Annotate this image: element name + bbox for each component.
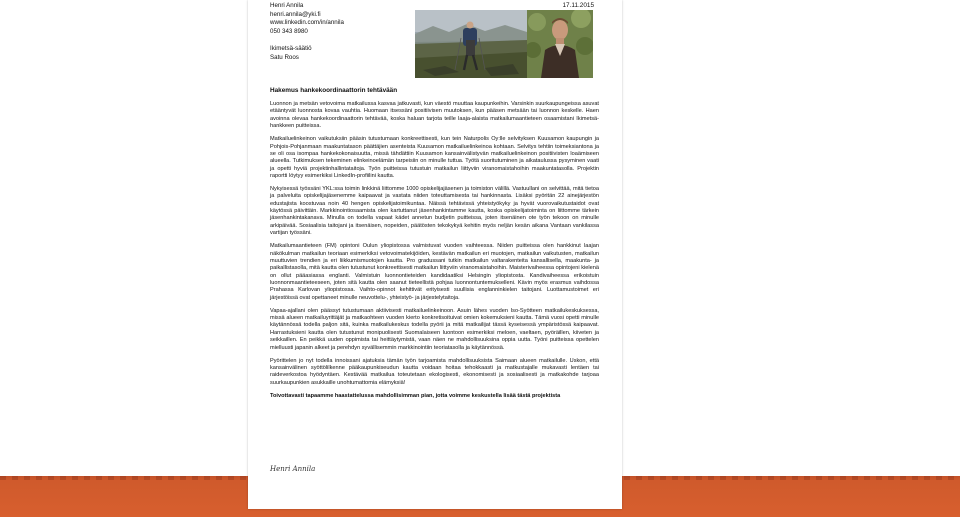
sender-linkedin: www.linkedin.com/in/annila bbox=[270, 19, 344, 26]
sender-phone: 050 343 8980 bbox=[270, 27, 308, 35]
recipient-name: Satu Roos bbox=[270, 53, 299, 61]
paragraph: Vapaa-ajallani olen päässyt tutustumaan aktiivisesti matkailuelinkeinoon. Asuin lähes vuoden Iso-Syötteen matkailukeskuksessa, missä alueen matkailuyrittäjät ja matkaohteen vuoden kierto konkretisoituivat omien kokemuksieni kautta. Tämä vuosi opetti minulle käytännössä todella paljon sitä, kuinka matkailukeskus todella pyörii ja mitä matkailijat tässä kyseisessä ympäristössä kaipaavat. Harrastuksieni kautta olen tutustunut monipuolisesti Suomalaiseen luontoon esimerkiksi meloen, vaeltaen, pyöräillen, kiiveten ja seikkaillen. En peikkä uuden oppimista tai heittäytymistä, vaan näen ne mahdollisuuksina oppia uutta. Työni puitteissa opettelen mielluusti japanin alkeet ja perehdyn syvällisemmin markkinointiin teoriatasolla ja käytännössä. bbox=[270, 307, 599, 351]
portrait-photo bbox=[527, 10, 593, 78]
sender-email: henri.annila@yki.fi bbox=[270, 10, 321, 18]
paragraph: Pyörittelen jo nyt todella innoissani ajatuksia tämän työn tarjoamista mahdollisuuksista Saimaan alueen matkailulle. Uskon, että kansainvälinen syöttölilkenne pääkaupunkiseudun kautta voidaan hoitaa tehokkaasti ja matkustajalle mukavasti lentäen tai raideverkostoa hyödyntäen. Kestävää matkailua toteutetaan ekologisesti, ekonomisesti ja sosiaalisesti ja matkakohde tarjoaa suurkaupunkien asukkaille unohtumattomia elämyksiä! bbox=[270, 357, 599, 386]
letter-date: 17.11.2015 bbox=[562, 2, 594, 9]
paragraph: Matkailumaantieteen (FM) opintoni Oulun yliopistossa valmistuvat vuoden vaihteessa. Niiden puitteissa olen hankkinut laajan näkökulman matkailun teoriaan esimerkiksi vetovoimatekijöiden, kestävän matkailun eri muotojen, matkailun vaikutusten, matkailun muuttuvien trendien ja eri liikkumismuotojen kautta. Pro gradussani tutkin matkailun valtarakenteita kansallisella, maakunta- ja paikallistasolla, mitä kautta olen tutustunut konkreettisesti matkailun liittyviin viranomaistahoihin. Maisterivaiheessa opintojeni kielenä on ollut pääasiassa englanti. Valmistuin luonnontieteiden kandidaatiksi Helsingin yliopistosta. Kandivaiheessa erikoistuin luonnonmaantieteeseen, joten sitä kautta olen saanut tieteellistä pohjaa luonnontuntemukselleni. Kävin myös erasmus vaihdossa Prahassa Karlovan yliopistossa. Vaihto-opinnot kehittivät erityisesti suullisia englanninkielen taitojani. Luottamustoimet eri järjestöissä ovat opettaneet minulle neuvottelu-, yhteistyö- ja järjestelytaitoja. bbox=[270, 243, 599, 301]
sender-and-recipient-block bbox=[270, 2, 410, 62]
recipient-organization: Ikimetsä-säätiö bbox=[270, 45, 312, 52]
signature: Henri Annila bbox=[270, 465, 316, 473]
letter-title: Hakemus hankekoordinaattorin tehtävään bbox=[270, 87, 398, 94]
paragraph: Luonnon ja metsän vetovoima matkailussa kasvaa jatkuvasti, kun väestö muuttaa kaupunkeihin. Varsinkin suurkaupungeissa asuvat etääntyvät luonnosta kovaa vauhtia. Huomaan itsessäni positiivisen muutoksen, kun pääsen metsään tai luonnon keskelle. Haen avoinna olevaa hankekoordinaattorin tehtävää, koska haluan tarjota teille laaja-alaista matkailumaantieteen osaamistani Ikimetsä-hankkeen puitteissa. bbox=[270, 101, 599, 130]
closing-line: Toivottavasti tapaamme haastattelussa mahdollisimman pian, jotta voimme keskustella lisää tästä projektista bbox=[270, 392, 561, 399]
letter-body bbox=[270, 101, 599, 400]
hiking-photo bbox=[415, 10, 527, 78]
paragraph: Nykyisessä työssäni YKL:ssa toimin linkkinä liittomme 1000 opiskelijajäsenen ja toimiston välillä. Vastuullani on selvittää, mitä tietoa ja palveluita opiskelijajäsenemme kaipaavat ja vastata niiden toteuttamisesta tai hankinnasta. Lisäksi pyöritän 22 ainejärjestön edustajista koostuvaa noin 40 hengen opiskelijatoimikuntaa. Näissä tehtävissä yhteistyökyky ja hyvät vuorovaikutustaidot ovat käytössä päivittäin. Markkinointiosaamista olen kartuttanut jäsenhankintamme kautta, koska opiskelijatoiminta on liittomme tärkein jäsenhankintakanava. Minulla on todella vapaat kädet annetun budjetin puitteissa, joten itsenäinen ote työn tekoon on minulle arkipäivää. Sosiaalisia taitojani ja itsenäisen, nopeiden, päätösten tekokykyä kehitin myös neljän kesän aikana Vantaan vankilassa vartijan työssäni. bbox=[270, 186, 599, 237]
document-page bbox=[248, 0, 622, 509]
sender-name: Henri Annila bbox=[270, 2, 304, 9]
paragraph: Matkailuelinkeinon vaikutuksiin pääsin tutustumaan konkreettisesti, kun tein Naturpolis Oy:lle selvityksen Kuusamon kaupungin ja Pohjois-Pohjanmaan maakuntatason päättäjien asenteista Kuusamon matkailuelinkeinoa kohtaan. Selvitys tehtiin toimeksiantona ja se oli osa isompaa hankekokonaisuutta, missä tähdättiin Kuusamon kansainvälistyvän matkailuelinkeinon positiivisten loaämiseen alueella. Tutkimuksen tekeminen elinkeinoelämän tarpeisiin on minulle tuttua. Työtä suoritutuminen ja aikataulussa pysyminen vaati ja opetti hyviä projektinhallintataitoja. Työn puitteissa tutustuin matkailun liittyviin viranomaistahoihin maakuntatasolla. Projektin raportti löytyy esimerkiksi LinkedIn-profiilini kautta. bbox=[270, 136, 599, 179]
